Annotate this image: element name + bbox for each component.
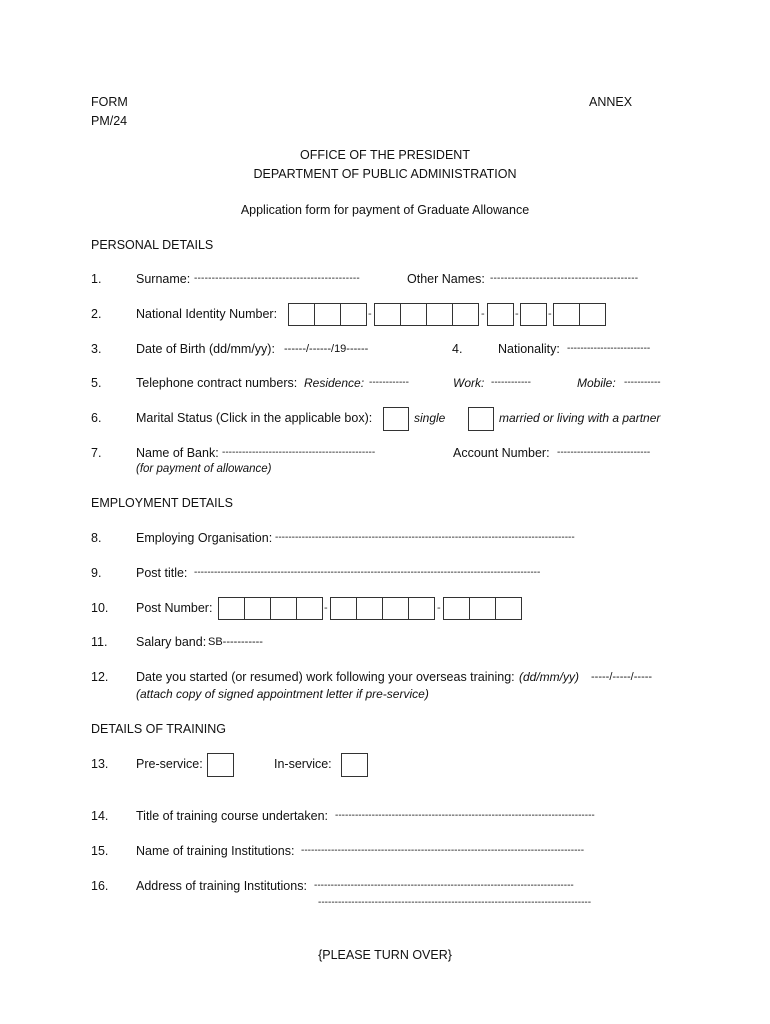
post-number-box[interactable] xyxy=(469,597,496,620)
bank-name-label: Name of Bank: xyxy=(136,446,219,460)
form-label: FORM xyxy=(91,95,128,109)
nin-digit-box[interactable] xyxy=(374,303,401,326)
salary-band-label: Salary band: xyxy=(136,635,207,649)
nin-separator: - xyxy=(515,308,519,320)
nin-separator: - xyxy=(548,308,552,320)
section-employment-details: EMPLOYMENT DETAILS xyxy=(91,496,233,510)
single-checkbox[interactable] xyxy=(383,407,409,431)
residence-label: Residence: xyxy=(304,376,365,390)
single-label: single xyxy=(414,411,446,425)
institution-name-label: Name of training Institutions: xyxy=(136,844,295,858)
employing-organisation-field[interactable]: ------------------------------------------------------------------------------------------ xyxy=(275,532,575,543)
office-heading: OFFICE OF THE PRESIDENT xyxy=(300,148,470,162)
mobile-field[interactable]: ----------- xyxy=(624,377,661,388)
surname-field[interactable]: ----------------------------------------------- xyxy=(194,273,360,284)
post-number-box[interactable] xyxy=(408,597,435,620)
nin-label: National Identity Number: xyxy=(136,307,278,321)
nin-digit-box[interactable] xyxy=(452,303,479,326)
item-number: 8. xyxy=(91,531,102,545)
married-checkbox[interactable] xyxy=(468,407,494,431)
item-number: 16. xyxy=(91,879,109,893)
post-number-box[interactable] xyxy=(382,597,409,620)
employing-organisation-label: Employing Organisation: xyxy=(136,531,273,545)
item-number: 14. xyxy=(91,809,109,823)
post-number-box[interactable] xyxy=(443,597,470,620)
form-code: PM/24 xyxy=(91,114,128,128)
item-number: 1. xyxy=(91,272,102,286)
nin-digit-box[interactable] xyxy=(553,303,580,326)
telephone-label: Telephone contract numbers: xyxy=(136,376,298,390)
nin-digit-box[interactable] xyxy=(520,303,547,326)
bank-note: (for payment of allowance) xyxy=(136,463,272,475)
item-number: 4. xyxy=(452,342,463,356)
mobile-label: Mobile: xyxy=(577,376,616,390)
nin-digit-box[interactable] xyxy=(340,303,367,326)
date-started-field[interactable]: -----/-----/----- xyxy=(591,671,653,683)
post-number-box[interactable] xyxy=(296,597,323,620)
item-number: 6. xyxy=(91,411,102,425)
post-number-box[interactable] xyxy=(356,597,383,620)
date-format-hint: (dd/mm/yy) xyxy=(519,670,579,684)
institution-address-field-line2[interactable]: ---------------------------------------------------------------------------------- xyxy=(318,897,592,908)
post-number-separator: - xyxy=(324,602,328,614)
marital-status-label: Marital Status (Click in the applicable box): xyxy=(136,411,373,425)
institution-name-field[interactable]: ------------------------------------------------------------------------------------- xyxy=(301,845,585,856)
married-label: married or living with a partner xyxy=(499,411,661,425)
nin-separator: - xyxy=(368,308,372,320)
item-number: 12. xyxy=(91,670,109,684)
date-started-label: Date you started (or resumed) work following your overseas training: xyxy=(136,670,515,684)
institution-address-label: Address of training Institutions: xyxy=(136,879,307,893)
item-number: 13. xyxy=(91,757,109,771)
section-training-details: DETAILS OF TRAINING xyxy=(91,722,226,736)
post-number-box[interactable] xyxy=(244,597,271,620)
dob-field[interactable]: ------/------/19------ xyxy=(284,343,369,355)
post-number-box[interactable] xyxy=(495,597,522,620)
bank-name-field[interactable]: ---------------------------------------------- xyxy=(222,447,376,458)
post-number-box[interactable] xyxy=(218,597,245,620)
account-number-label: Account Number: xyxy=(453,446,550,460)
institution-address-field[interactable]: ------------------------------------------------------------------------------ xyxy=(314,880,574,891)
item-number: 3. xyxy=(91,342,102,356)
item-number: 10. xyxy=(91,601,109,615)
annex-label: ANNEX xyxy=(589,95,633,109)
in-service-label: In-service: xyxy=(274,757,332,771)
item-number: 2. xyxy=(91,307,102,321)
item-number: 5. xyxy=(91,376,102,390)
dob-label: Date of Birth (dd/mm/yy): xyxy=(136,342,275,356)
nin-digit-box[interactable] xyxy=(487,303,514,326)
nationality-label: Nationality: xyxy=(498,342,560,356)
item-number: 7. xyxy=(91,446,102,460)
post-number-label: Post Number: xyxy=(136,601,213,615)
nin-digit-box[interactable] xyxy=(314,303,341,326)
item-number: 9. xyxy=(91,566,102,580)
post-title-field[interactable]: -------------------------------------------------------------------------------------------------------- xyxy=(194,567,541,578)
section-personal-details: PERSONAL DETAILS xyxy=(91,238,214,252)
pre-service-label: Pre-service: xyxy=(136,757,203,771)
work-field[interactable]: ------------ xyxy=(491,377,531,388)
work-label: Work: xyxy=(453,376,485,390)
form-title: Application form for payment of Graduate Allowance xyxy=(240,203,530,217)
post-title-label: Post title: xyxy=(136,566,188,580)
course-title-field[interactable]: ------------------------------------------------------------------------------ xyxy=(335,810,595,821)
post-number-separator: - xyxy=(437,602,441,614)
salary-band-field[interactable]: SB----------- xyxy=(208,636,263,648)
department-heading: DEPARTMENT OF PUBLIC ADMINISTRATION xyxy=(253,167,517,181)
other-names-field[interactable]: ------------------------------------------ xyxy=(490,273,639,284)
appointment-letter-note: (attach copy of signed appointment letter if pre-service) xyxy=(136,687,429,701)
account-number-field[interactable]: ---------------------------- xyxy=(557,447,651,458)
nin-separator: - xyxy=(481,308,485,320)
residence-field[interactable]: ------------ xyxy=(369,377,409,388)
item-number: 15. xyxy=(91,844,109,858)
nin-digit-box[interactable] xyxy=(288,303,315,326)
post-number-box[interactable] xyxy=(270,597,297,620)
other-names-label: Other Names: xyxy=(407,272,485,286)
item-number: 11. xyxy=(91,635,108,649)
course-title-label: Title of training course undertaken: xyxy=(136,809,329,823)
nin-digit-box[interactable] xyxy=(400,303,427,326)
pre-service-checkbox[interactable] xyxy=(207,753,234,777)
nationality-field[interactable]: ------------------------- xyxy=(567,343,651,354)
nin-digit-box[interactable] xyxy=(579,303,606,326)
turn-over-note: {PLEASE TURN OVER} xyxy=(318,948,452,962)
post-number-box[interactable] xyxy=(330,597,357,620)
in-service-checkbox[interactable] xyxy=(341,753,368,777)
surname-label: Surname: xyxy=(136,272,191,286)
nin-digit-box[interactable] xyxy=(426,303,453,326)
